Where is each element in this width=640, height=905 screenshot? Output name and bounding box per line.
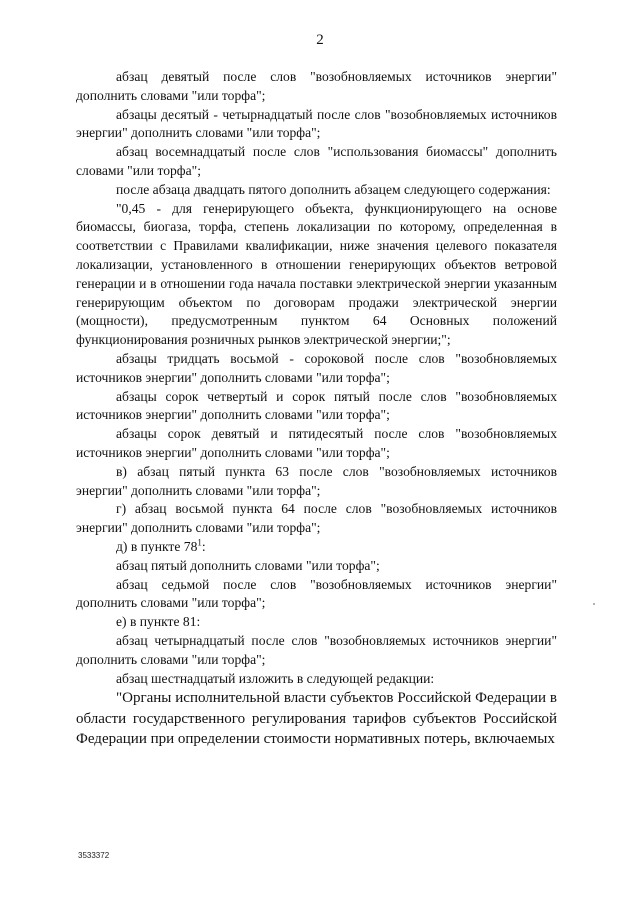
paragraph: абзацы сорок четвертый и сорок пятый после слов "возобновляемых источников энергии" дополнить словами "или торфа"; [76,388,557,423]
item-d-paragraph [76,538,557,557]
paragraph: абзацы тридцать восьмой - сороковой после слов "возобновляемых источников энергии" дополнить словами "или торфа"; [76,350,557,385]
item-d-suffix: : [201,538,206,554]
item-d-superscript: 1 [197,537,202,548]
page-number: 2 [316,32,324,48]
paragraph: после абзаца двадцать пятого дополнить абзацем следующего содержания: [116,181,551,197]
quoted-paragraph: "Органы исполнительной власти субъектов Российской Федерации в области государственного регулирования тарифов субъектов Российской Федерации при определении стоимости нормативных потерь, включаемых [76,690,557,748]
paragraph: абзац четырнадцатый после слов "возобновляемых источников энергии" дополнить словами "или торфа"; [76,632,557,667]
paragraph: абзацы сорок девятый и пятидесятый после слов "возобновляемых источников энергии" дополнить словами "или торфа"; [76,426,557,460]
document-code: 3533372 [78,851,110,860]
paragraph: абзац пятый дополнить словами "или торфа"; [116,557,380,573]
paragraph: е) в пункте 81: [116,614,201,630]
paragraph: г) абзац восьмой пункта 64 после слов "возобновляемых источников энергии" дополнить словами "или торфа"; [76,501,557,536]
paragraph: в) абзац пятый пункта 63 после слов "возобновляемых источников энергии" дополнить словами "или торфа"; [76,463,557,498]
paragraph: абзацы десятый - четырнадцатый после слов "возобновляемых источников энергии" дополнить словами "или торфа"; [76,106,557,141]
paragraph: абзац девятый после слов "возобновляемых источников энергии" дополнить словами "или торфа"; [76,69,557,103]
item-d-text: д) в пункте 78 [116,538,198,554]
paragraph: абзац седьмой после слов "возобновляемых источников энергии" дополнить словами "или торфа"; [76,576,557,611]
quoted-paragraph: "0,45 - для генерирующего объекта, функционирующего на основе биомассы, биогаза, торфа, степень локализации по которому, определенная в соответствии с Правилами квалификации, ниже значения целевого показателя локализации, установленного в отношении генерирующих объектов ветровой генерации и в отношении года начала поставки электрической энергии указанным генерирующим объектом по договорам продажи электрической энергии (мощности), предусмотренным пунктом 64 Основных положений функционирования розничных рынков электрической энергии;"; [76,200,557,348]
scan-speck [593,603,595,605]
paragraph: абзац шестнадцатый изложить в следующей редакции: [116,670,435,686]
document-body [76,68,557,750]
paragraph: абзац восемнадцатый после слов "использования биомассы" дополнить словами "или торфа"; [76,144,557,178]
